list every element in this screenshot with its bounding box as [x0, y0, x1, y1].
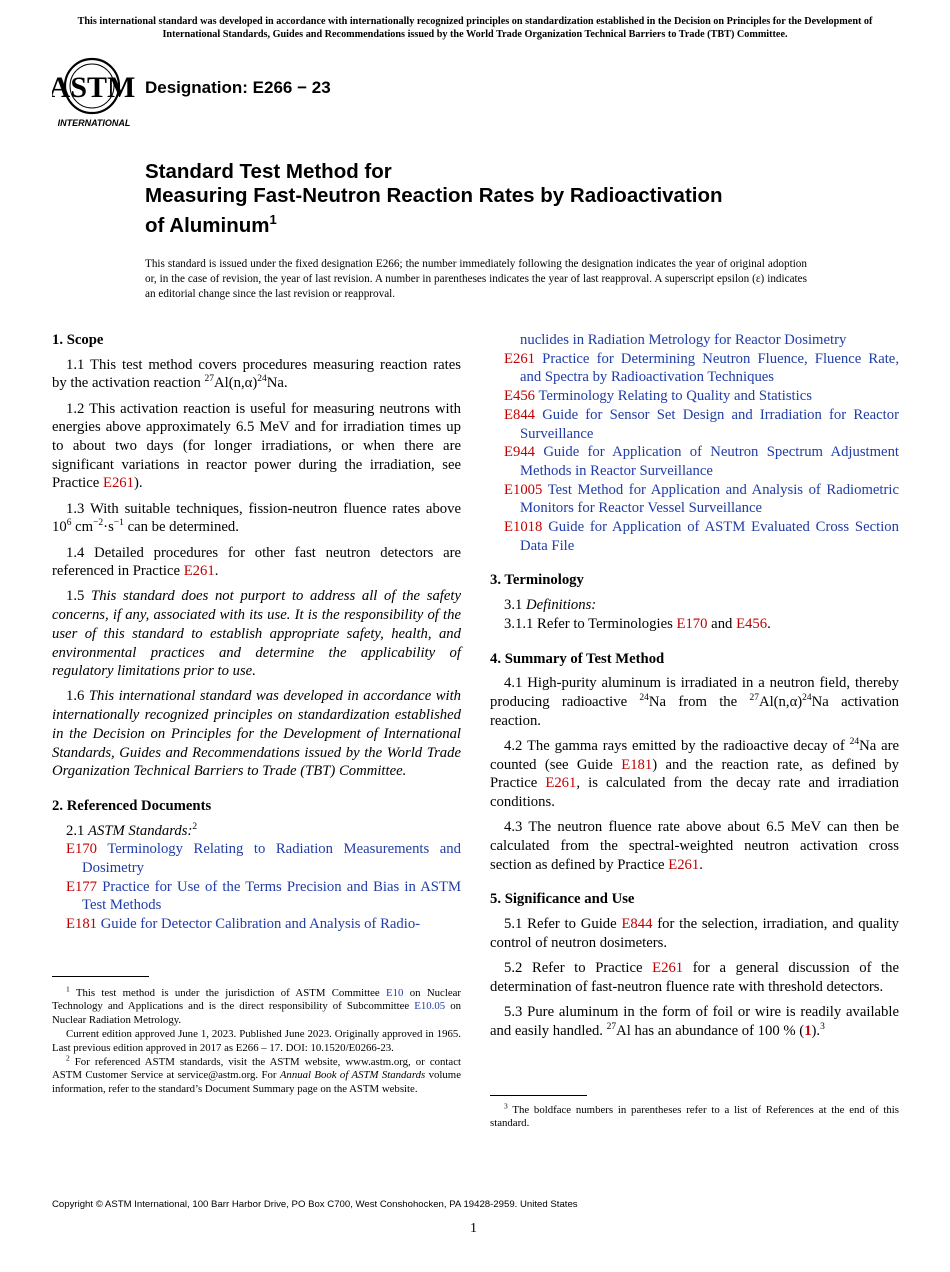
- para-3-1-1: 3.1.1 Refer to Terminologies E170 and E456.: [504, 615, 771, 632]
- ref-link-e456[interactable]: E456: [736, 615, 768, 632]
- copyright-line: Copyright © ASTM International, 100 Barr Harbor Drive, PO Box C700, West Conshohocken, PA 19428-2959. United States: [52, 1199, 578, 1210]
- ref-link-e261[interactable]: E261: [668, 856, 700, 873]
- ref-link-e181[interactable]: E181: [621, 756, 653, 773]
- designation: Designation: E266 − 23: [145, 78, 331, 97]
- standards-notice: This international standard was developed in accordance with internationally recognized principles on standardization established in the Decision on Principles for the Development of International Standards, Guides and Recommendations issued by the World Trade Organization Technical Barriers to Trade (TBT) Committee.: [77, 16, 873, 40]
- title-line-1: Standard Test Method for: [145, 160, 392, 183]
- para-1-2: 1.2 This activation reaction is useful for measuring neutrons with energies above approximately 6.5 MeV and for irradiation times up to about two days (for longer irradiations, or when there are significant variations in reactor power during the irradiation, see Practice E261).: [52, 400, 461, 492]
- ref-item-e261[interactable]: E261 Practice for Determining Neutron Fluence, Fluence Rate, and Spectra by Radioactivation Techniques: [504, 350, 899, 386]
- ref-item-e181-continued[interactable]: nuclides in Radiation Metrology for Reactor Dosimetry: [520, 332, 847, 348]
- svg-text:ASTM: ASTM: [52, 71, 136, 104]
- ref-item-e456[interactable]: E456 Terminology Relating to Quality and Statistics: [504, 388, 812, 405]
- para-1-4: 1.4 Detailed procedures for other fast neutron detectors are referenced in Practice E261.: [52, 544, 461, 580]
- section-heading-significance: 5. Significance and Use: [490, 891, 635, 908]
- reference-link-1[interactable]: 1: [804, 1022, 812, 1039]
- para-4-2: 4.2 The gamma rays emitted by the radioactive decay of $^{24}$Na are counted (see Guide E181) and the reaction rate, as defined by Practice E261, is calculated from the decay rate and irradiation conditions.: [490, 736, 900, 810]
- logo-wordmark: INTERNATIONAL: [57, 118, 131, 128]
- ref-item-e1018[interactable]: E1018 Guide for Application of ASTM Evaluated Cross Section Data File: [504, 519, 899, 554]
- page-number: 1: [470, 1221, 477, 1236]
- ref-link-e261[interactable]: E261: [183, 563, 215, 580]
- ref-link-e844[interactable]: E844: [621, 915, 653, 932]
- ref-item-e944[interactable]: E944 Guide for Application of Neutron Spectrum Adjustment Methods in Reactor Surveillance: [504, 444, 900, 479]
- para-5-1: 5.1 Refer to Guide E844 for the selection, irradiation, and quality control of neutron dosimeters.: [490, 915, 899, 951]
- ref-item-e177[interactable]: E177 Practice for Use of the Terms Precision and Bias in ASTM Test Methods: [66, 878, 462, 914]
- subcommittee-link-e10-05[interactable]: E10.05: [414, 1000, 446, 1013]
- para-5-3: 5.3 Pure aluminum in the form of foil or wire is readily available and easily handled. $^{27}$Al has an abundance of 100 % (1).$^3$: [490, 1003, 899, 1039]
- ref-item-e181[interactable]: E181 Guide for Detector Calibration and Analysis of Radio-: [66, 916, 421, 933]
- para-4-3: 4.3 The neutron fluence rate above about 6.5 MeV can then be calculated from the spectral-weighted neutron activation cross section as defined by Practice E261.: [490, 819, 899, 873]
- section-heading-summary: 4. Summary of Test Method: [490, 650, 665, 667]
- ref-link-e261[interactable]: E261: [652, 959, 684, 976]
- para-3-1: 3.1 Definitions:: [504, 597, 597, 614]
- ref-link-e170[interactable]: E170: [676, 615, 708, 632]
- title-line-2: Measuring Fast-Neutron Reaction Rates by Radioactivation: [145, 184, 723, 207]
- para-2-1: 2.1 ASTM Standards:$^2$: [66, 821, 198, 839]
- para-1-1: 1.1 This test method covers procedures measuring reaction rates by the activation reaction $^{27}Al(n,\alpha)^{24}Na$.: [52, 356, 461, 392]
- left-column: [52, 331, 461, 934]
- footnotes-left: [52, 984, 461, 1097]
- footnote-rule-right: [490, 1095, 587, 1096]
- ref-item-e1005[interactable]: E1005 Test Method for Application and Analysis of Radiometric Monitors for Reactor Vessel Surveillance: [504, 481, 899, 517]
- footnote-rule-left: [52, 976, 149, 977]
- ref-item-e170[interactable]: E170 Terminology Relating to Radiation Measurements and Dosimetry: [66, 841, 461, 877]
- issue-note: This standard is issued under the fixed designation E266; the number immediately following the designation indicates the year of original adoption or, in the case of revision, the year of last revision. A number in parentheses indicates the year of last reapproval. A superscript epsilon (ε) indicates an editorial change since the last revision or reapproval.: [145, 258, 807, 300]
- para-4-1: 4.1 High-purity aluminum is irradiated in a neutron field, thereby producing radioactive $^{24}$Na from the $^{27}Al(n,\alpha)^{24}Na$ activation reaction.: [490, 675, 900, 729]
- ref-link-e261[interactable]: E261: [545, 775, 577, 792]
- document-title: [145, 160, 865, 238]
- section-heading-terminology: 3. Terminology: [490, 572, 584, 589]
- section-heading-scope: 1. Scope: [52, 332, 104, 348]
- para-1-5: 1.5 This standard does not purport to address all of the safety concerns, if any, associated with its use. It is the responsibility of the user of this standard to establish appropriate safety, health, and environmental practices and determine the applicability of regulatory limitations prior to use.: [52, 588, 462, 680]
- footnotes-right: [490, 1101, 899, 1132]
- title-footnote-marker: 1: [269, 212, 277, 227]
- footnote-edition: Current edition approved June 1, 2023. Published June 2023. Originally approved in 1965. Last previous edition approved in 2017 as E266 – 17. DOI: 10.1520/E0266-23.: [52, 1028, 461, 1054]
- section-heading-referenced-documents: 2. Referenced Documents: [52, 797, 212, 814]
- ref-link-e261[interactable]: E261: [102, 475, 134, 492]
- para-1-6: 1.6 This international standard was developed in accordance with internationally recognized principles on standardization established in the Decision on Principles for the Development of International Standards, Guides and Recommendations issued by the World Trade Organization Technical Barriers to Trade (TBT) Committee.: [52, 688, 461, 780]
- footnote-3: $^3$ The boldface numbers in parentheses refer to a list of References at the end of this standard.: [490, 1101, 899, 1130]
- footnote-2: $^2$ For referenced ASTM standards, visit the ASTM website, www.astm.org, or contact ASTM Customer Service at service@astm.org. For Annual Book of ASTM Standards volume information, refer to the standard’s Document Summary page on the ASTM website.: [52, 1053, 461, 1095]
- footnote-1: $^1$ This test method is under the jurisdiction of ASTM Committee E10 on Nuclear Technology and Applications and is the direct responsibility of Subcommittee E10.05 on Nuclear Radiation Metrology.: [52, 984, 461, 1026]
- title-line-3: of Aluminum: [145, 213, 270, 237]
- right-column: [490, 331, 899, 1047]
- para-5-2: 5.2 Refer to Practice E261 for a general discussion of the determination of fast-neutron fluence rate with threshold detectors.: [490, 959, 900, 995]
- committee-link-e10[interactable]: E10: [386, 987, 404, 999]
- astm-international-logo: [52, 56, 136, 132]
- ref-item-e844[interactable]: E844 Guide for Sensor Set Design and Irradiation for Reactor Surveillance: [504, 406, 899, 442]
- para-1-3: 1.3 With suitable techniques, fission-neutron fluence rates above $10^6$ $cm^{-2}\cdot s^{-1}$ can be determined.: [52, 500, 461, 536]
